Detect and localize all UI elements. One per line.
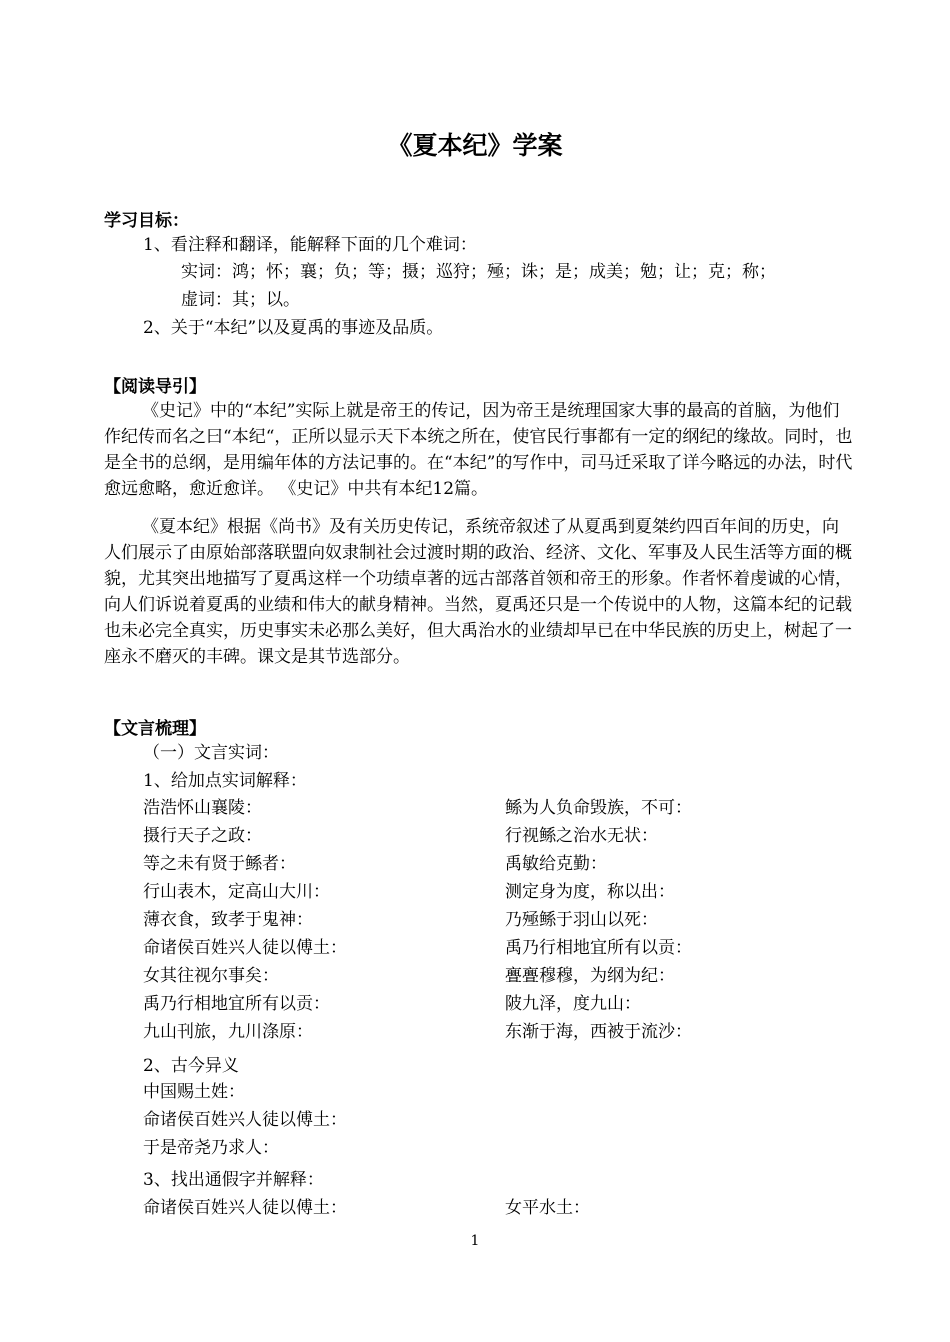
goals-shici: 实词：鸿；怀；襄；负；等；摄；巡狩；殛；诛；是；成美；勉；让；克；称； [181, 262, 776, 282]
left-item-2: 等之未有贤于鲧者： [143, 854, 296, 874]
guide-heading: 【阅读导引】 [104, 377, 206, 397]
gujin-item-1: 命诸侯百姓兴人徒以傅土： [143, 1110, 347, 1130]
gujin-item-0: 中国赐土姓： [143, 1082, 245, 1102]
right-item-2: 禹敏给克勤： [505, 854, 607, 874]
goals-xuci: 虚词：其；以。 [181, 290, 300, 310]
tongjia-left: 命诸侯百姓兴人徒以傅土： [143, 1198, 347, 1218]
tongjia-right: 女平水土： [505, 1198, 590, 1218]
left-item-0: 浩浩怀山襄陵： [143, 798, 262, 818]
right-item-0: 鲧为人负命毁族，不可： [505, 798, 692, 818]
right-item-8: 东渐于海，西被于流沙： [505, 1022, 692, 1042]
document-title: 《夏本纪》学案 [387, 131, 563, 160]
classical-heading: 【文言梳理】 [104, 719, 206, 739]
classical-question-2: 2、古今异义 [143, 1056, 239, 1076]
left-item-7: 禹乃行相地宜所有以贡： [143, 994, 330, 1014]
right-item-6: 亹亹穆穆，为纲为纪： [505, 966, 675, 986]
gujin-item-2: 于是帝尧乃求人： [143, 1138, 279, 1158]
left-item-8: 九山刊旅，九川涤原： [143, 1022, 313, 1042]
right-item-7: 陂九泽，度九山： [505, 994, 641, 1014]
goals-item-2: 2、关于“本纪”以及夏禹的事迹及品质。 [143, 318, 444, 338]
goals-heading: 学习目标： [104, 211, 189, 231]
right-item-3: 测定身为度，称以出： [505, 882, 675, 902]
left-item-6: 女其往视尔事矣： [143, 966, 279, 986]
left-item-5: 命诸侯百姓兴人徒以傅土： [143, 938, 347, 958]
guide-paragraph-2: 《夏本纪》根据《尚书》及有关历史传记，系统帝叙述了从夏禹到夏桀约四百年间的历史，向人们展示了由原始部落联盟向奴隶制社会过渡时期的政治、经济、文化、军事及人民生活等方面的概貌，尤其突出地描写了夏禹这样一个功绩卓著的远古部落首领和帝王的形象。作者怀着虔诚的心情，向人们诉说着夏禹的业绩和伟大的献身精神。当然，夏禹还只是一个传说中的人物，这篇本纪的记载也未必完全真实，历史事实未必那么美好，但大禹治水的业绩却早已在中华民族的历史上，树起了一座永不磨灭的丰碑。课文是其节选部分。 [104, 517, 852, 667]
left-item-1: 摄行天子之政： [143, 826, 262, 846]
right-item-1: 行视鲧之治水无状： [505, 826, 658, 846]
classical-subheading-1: （一）文言实词： [143, 743, 279, 763]
right-item-4: 乃殛鲧于羽山以死： [505, 910, 658, 930]
left-item-4: 薄衣食，致孝于鬼神： [143, 910, 313, 930]
page-number: 1 [470, 1233, 480, 1249]
goals-item-1: 1、看注释和翻译，能解释下面的几个难词： [143, 235, 477, 255]
classical-question-3: 3、找出通假字并解释： [143, 1170, 324, 1190]
guide-paragraph-1: 《史记》中的“本纪”实际上就是帝王的传记，因为帝王是统理国家大事的最高的首脑，为他们作纪传而名之曰“本纪“，正所以显示天下本统之所在，使官民行事都有一定的纲纪的缘故。同时，也是全书的总纲，是用编年体的方法记事的。在“本纪”的写作中，司马迁采取了详今略远的办法，时代愈远愈略，愈近愈详。 《史记》中共有本纪12篇。 [104, 401, 853, 499]
right-item-5: 禹乃行相地宜所有以贡： [505, 938, 692, 958]
classical-question-1: 1、给加点实词解释： [143, 771, 307, 791]
left-item-3: 行山表木，定高山大川： [143, 882, 330, 902]
